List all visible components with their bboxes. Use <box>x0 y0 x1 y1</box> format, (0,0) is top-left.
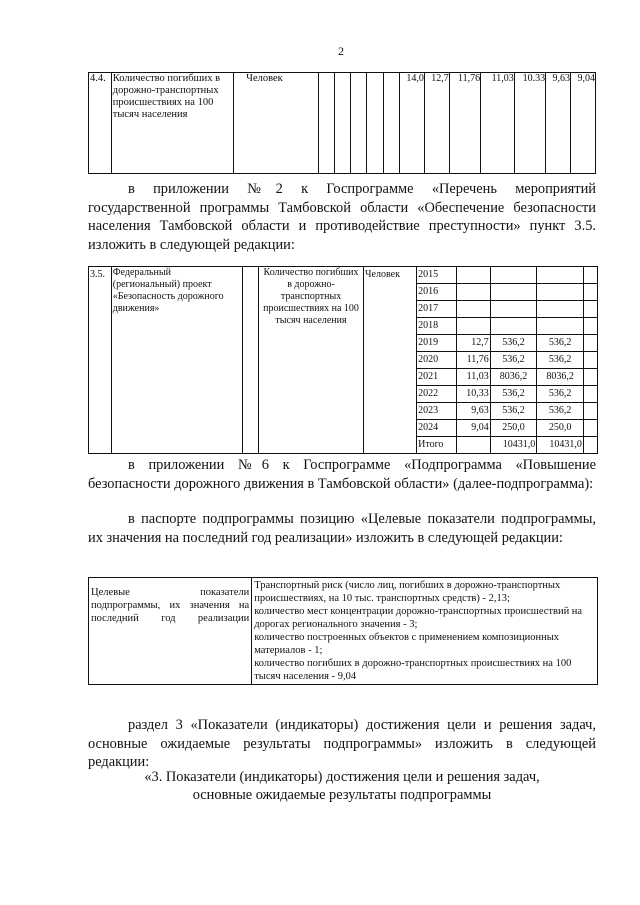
empty-cell <box>457 437 491 454</box>
empty-cell <box>583 386 597 403</box>
amount-cell: 8036,2 <box>537 369 584 386</box>
target-indicators-label: Целевые показатели подпрограммы, их значения на последний год реализации <box>89 578 252 685</box>
year-cell: 2024 <box>417 420 457 437</box>
value-cell: 9,04 <box>457 420 491 437</box>
passport-table <box>88 577 598 685</box>
value-cell: 9,63 <box>457 403 491 420</box>
year-cell: 2023 <box>417 403 457 420</box>
value-cell: 9,04 <box>571 73 596 174</box>
empty-cell <box>583 352 597 369</box>
indicator-name: Количество погибших в дорожно-транспортных происшествиях на 100 тысяч населения <box>111 73 233 174</box>
year-cell: 2015 <box>417 267 457 284</box>
value-cell: 11,03 <box>457 369 491 386</box>
empty-cell <box>351 73 367 174</box>
paragraph-appendix-2: в приложении №2 к Госпрограмме «Перечень мероприятий государственной программы Тамбовской области «Обеспечение безопасности населения Тамбовской области и противодействие преступности» пункт 3.5. изложить в следующей редакции: <box>88 181 596 253</box>
value-cell: 10,33 <box>457 386 491 403</box>
empty-cell <box>583 318 597 335</box>
value-cell: 10.33 <box>514 73 545 174</box>
indicator-line: количество мест концентрации дорожно-транспортных происшествий на дорогах регионального значения - 3; <box>254 606 583 630</box>
total-label: Итого <box>417 437 457 454</box>
section-heading-line-1: «3. Показатели (индикаторы) достижения цели и решения задач, <box>144 769 540 785</box>
amount-cell <box>490 267 537 284</box>
year-cell: 2021 <box>417 369 457 386</box>
amount-cell <box>490 301 537 318</box>
value-cell: 9,63 <box>546 73 571 174</box>
value-cell: 11,76 <box>449 73 480 174</box>
year-cell: 2020 <box>417 352 457 369</box>
amount-cell: 536,2 <box>537 386 584 403</box>
empty-cell <box>583 335 597 352</box>
empty-cell <box>583 420 597 437</box>
amount-cell: 536,2 <box>490 403 537 420</box>
project-name: Федеральный (региональный) проект «Безопасность дорожного движения» <box>111 267 242 454</box>
indicator-table-4-4 <box>88 72 596 174</box>
amount-cell <box>537 301 584 318</box>
year-cell: 2019 <box>417 335 457 352</box>
value-cell: 11,03 <box>481 73 515 174</box>
value-cell: 14,0 <box>399 73 424 174</box>
empty-cell <box>334 73 350 174</box>
page-number: 2 <box>338 44 344 58</box>
amount-cell <box>537 267 584 284</box>
measure-table-3-5 <box>88 266 598 454</box>
paragraph-section-3: раздел 3 «Показатели (индикаторы) достижения цели и решения задач, основные ожидаемые результаты подпрограммы» изложить в следующей редакции: <box>88 717 596 770</box>
amount-cell: 536,2 <box>537 403 584 420</box>
empty-cell <box>242 267 258 454</box>
value-cell <box>457 267 491 284</box>
empty-cell <box>318 73 334 174</box>
amount-cell: 250,0 <box>537 420 584 437</box>
amount-cell: 536,2 <box>537 335 584 352</box>
amount-cell: 536,2 <box>490 386 537 403</box>
section-heading-line-2: основные ожидаемые результаты подпрограммы <box>192 787 492 803</box>
empty-cell <box>583 403 597 420</box>
amount-cell: 536,2 <box>537 352 584 369</box>
amount-cell: 536,2 <box>490 335 537 352</box>
year-cell: 2022 <box>417 386 457 403</box>
value-cell <box>457 284 491 301</box>
unit-cell: Человек <box>364 267 417 454</box>
unit-cell: Человек <box>234 73 319 174</box>
indicator-line: Транспортный риск (число лиц, погибших в дорожно-транспортных происшествиях, на 10 тыс. транспортных средств) - 2,13; <box>254 580 561 604</box>
value-cell <box>457 301 491 318</box>
year-cell: 2016 <box>417 284 457 301</box>
value-cell: 12,7 <box>457 335 491 352</box>
paragraph-appendix-6: в приложении №6 к Госпрограмме «Подпрограмма «Повышение безопасности дорожного движения в Тамбовской области» (далее-подпрограмма): <box>88 457 596 492</box>
empty-cell <box>583 369 597 386</box>
empty-cell <box>583 301 597 318</box>
empty-cell <box>583 267 597 284</box>
empty-cell <box>383 73 399 174</box>
indicator-line: количество погибших в дорожно-транспортных происшествиях на 100 тысяч населения - 9,04 <box>254 658 572 682</box>
value-cell: 11,76 <box>457 352 491 369</box>
value-cell <box>457 318 491 335</box>
empty-cell <box>583 437 597 454</box>
empty-cell <box>583 284 597 301</box>
amount-cell <box>537 284 584 301</box>
amount-cell: 536,2 <box>490 352 537 369</box>
indicator-line: количество построенных объектов с применением композиционных материалов - 1; <box>254 632 560 656</box>
total-amount: 10431,0 <box>490 437 537 454</box>
amount-cell: 250,0 <box>490 420 537 437</box>
empty-cell <box>367 73 383 174</box>
amount-cell: 8036,2 <box>490 369 537 386</box>
indicator-name: Количество погибших в дорожно-транспортных происшествиях на 100 тысяч населения <box>259 267 364 454</box>
value-cell: 12,7 <box>424 73 449 174</box>
year-cell: 2018 <box>417 318 457 335</box>
amount-cell <box>537 318 584 335</box>
amount-cell <box>490 284 537 301</box>
amount-cell <box>490 318 537 335</box>
year-cell: 2017 <box>417 301 457 318</box>
total-amount: 10431,0 <box>537 437 584 454</box>
row-number: 4.4. <box>89 73 112 174</box>
target-indicators-values <box>252 578 598 685</box>
row-number: 3.5. <box>89 267 112 454</box>
paragraph-passport: в паспорте подпрограммы позицию «Целевые показатели подпрограммы, их значения на последний год реализации» изложить в следующей редакции: <box>88 511 596 546</box>
